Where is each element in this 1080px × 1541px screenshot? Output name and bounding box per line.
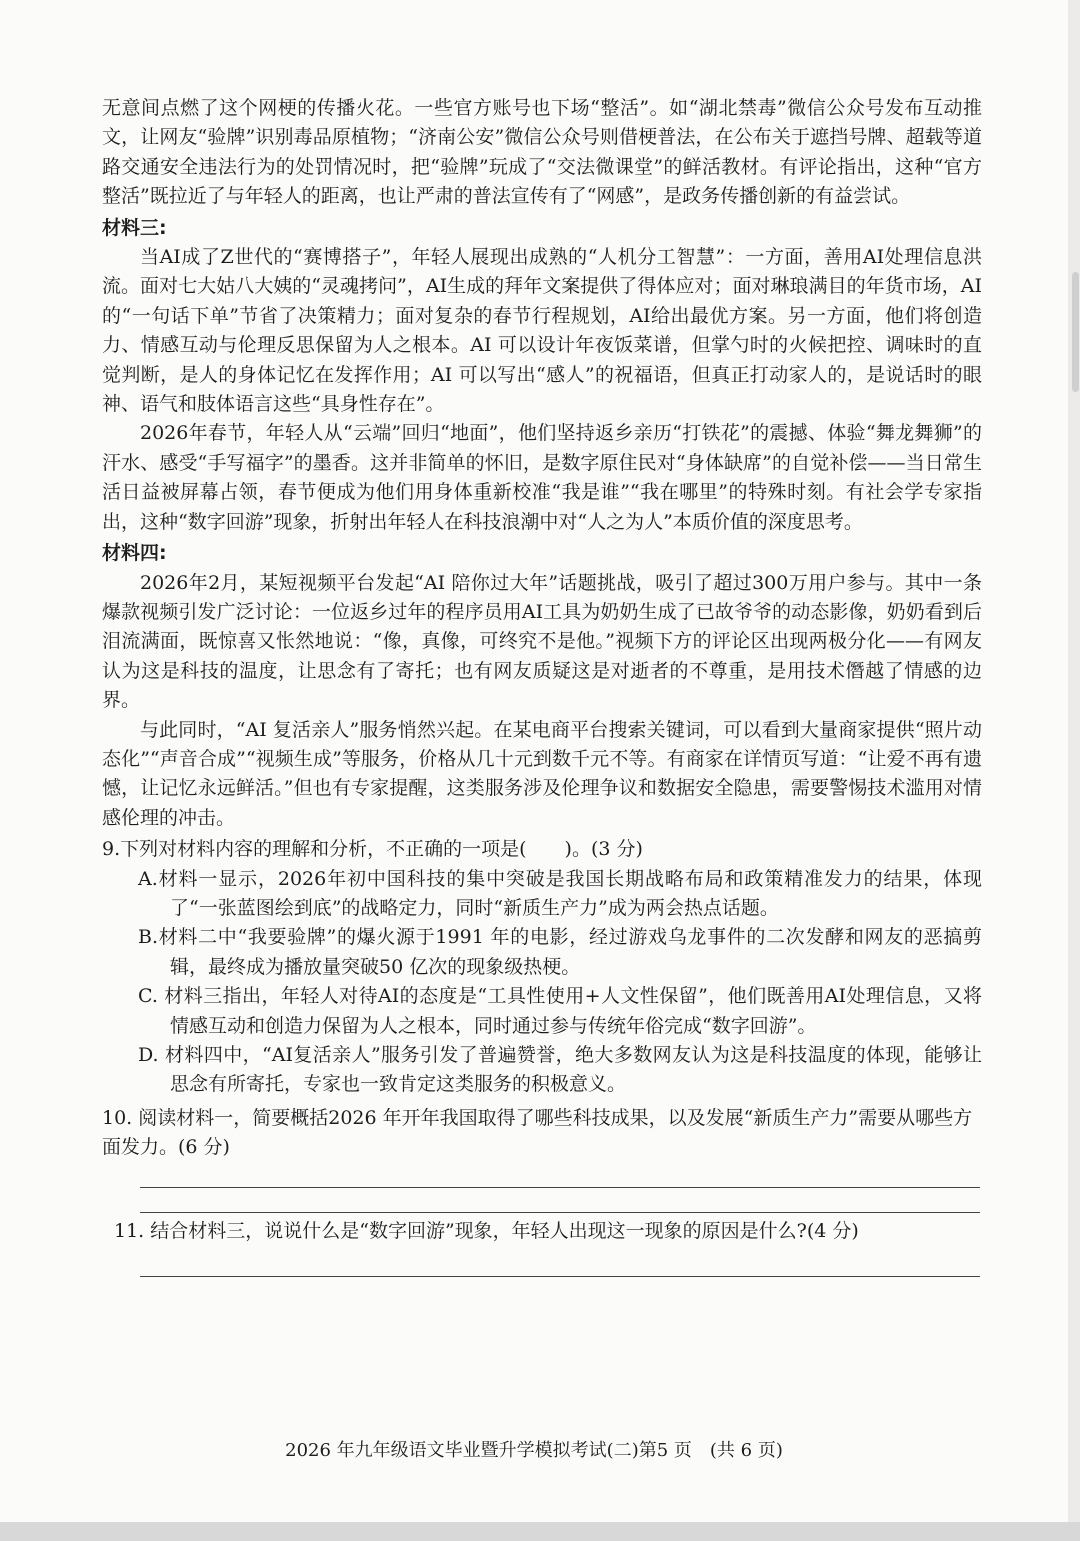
material-4-paragraph-2: 与此同时，“AI 复活亲人”服务悄然兴起。在某电商平台搜索关键词，可以看到大量商家提供“照片动态化”“声音合成”“视频生成”等服务，价格从几十元到数千元不等。有商家在详情页写道：“让爱不再有遗憾，让记忆永远鲜活。”但也有专家提醒，这类服务涉及伦理争议和数据安全隐患，需要警惕技术滥用对情感伦理的冲击。 (102, 718, 982, 829)
material-4-heading: 材料四: (102, 542, 167, 565)
page-content (102, 94, 982, 1277)
question-9-option-d: D. 材料四中，“AI复活亲人”服务引发了普遍赞誉，绝大多数网友认为这是科技温度的体现，能够让思念有所寄托，专家也一致肯定这类服务的积极意义。 (138, 1044, 982, 1096)
question-10: 10. 阅读材料一，简要概括2026 年开年我国取得了哪些科技成果，以及发展“新质生产力”需要从哪些方面发力。(6 分) (102, 1106, 973, 1159)
page-footer: 2026 年九年级语文毕业暨升学模拟考试(二)第5 页 (共 6 页) (285, 1440, 783, 1461)
material-3-paragraph-2: 2026年春节，年轻人从“云端”回归“地面”，他们坚持返乡亲历“打铁花”的震撼、体验“舞龙舞狮”的汗水、感受“手写福字”的墨香。这并非简单的怀旧，是数字原住民对“身体缺席”的自觉补偿——当日常生活日益被屏幕占领，春节便成为他们用身体重新校准“我是谁”“我在哪里”的特殊时刻。有社会学专家指出，这种“数字回游”现象，折射出年轻人在科技浪潮中对“人之为人”本质价值的深度思考。 (102, 422, 982, 533)
answer-line-q10-1 (140, 1187, 980, 1188)
material-3-paragraph-1: 当AI成了Z世代的“赛博搭子”，年轻人展现出成熟的“人机分工智慧”：一方面，善用AI处理信息洪流。面对七大姑八大姨的“灵魂拷问”，AI生成的拜年文案提供了得体应对；面对琳琅满目的年货市场，AI的“一句话下单”节省了决策精力；面对复杂的春节行程规划，AI给出最优方案。另一方面，他们将创造力、情感互动与伦理反思保留为人之根本。AI 可以设计年夜饭菜谱，但掌勺时的火候把控、调味时的直觉判断，是人的身体记忆在发挥作用；AI 可以写出“感人”的祝福语，但真正打动家人的，是说话时的眼神、语气和肢体语言这些“具身性存在”。 (102, 246, 982, 416)
scrollbar-thumb[interactable] (1072, 272, 1079, 392)
answer-line-q10-2 (140, 1212, 980, 1213)
bottom-bar (0, 1522, 1080, 1541)
material-3-heading: 材料三: (102, 216, 167, 239)
answer-line-q11-1 (140, 1276, 980, 1277)
question-9-option-c: C. 材料三指出，年轻人对待AI的态度是“工具性使用+人文性保留”，他们既善用AI处理信息，又将情感互动和创造力保留为人之根本，同时通过参与传统年俗完成“数字回游”。 (138, 985, 982, 1037)
material-4-paragraph-1: 2026年2月，某短视频平台发起“AI 陪你过大年”话题挑战，吸引了超过300万用户参与。其中一条爆款视频引发广泛讨论：一位返乡过年的程序员用AI工具为奶奶生成了已故爷爷的动态影像，奶奶看到后泪流满面，既惊喜又怅然地说：“像，真像，可终究不是他。”视频下方的评论区出现两极分化——有网友认为这是科技的温度，让思念有了寄托；也有网友质疑这是对逝者的不尊重，是用技术僭越了情感的边界。 (102, 571, 982, 712)
question-9-option-a: A.材料一显示，2026年初中国科技的集中突破是我国长期战略布局和政策精准发力的结果，体现了“一张蓝图绘到底”的战略定力，同时“新质生产力”成为两会热点话题。 (138, 867, 982, 919)
question-9-stem: 9.下列对材料内容的理解和分析，不正确的一项是( )。(3 分) (102, 838, 643, 861)
question-11: 11. 结合材料三，说说什么是“数字回游”现象，年轻人出现这一现象的原因是什么?(4 分) (114, 1219, 859, 1242)
paragraph-continued: 无意间点燃了这个网梗的传播火花。一些官方账号也下场“整活”。如“湖北禁毒”微信公众号发布互动推文，让网友“验牌”识别毒品原植物；“济南公安”微信公众号则借梗普法，在公布关于遮挡号牌、超载等道路交通安全违法行为的处罚情况时，把“验牌”玩成了“交法微课堂”的鲜活教材。有评论指出，这种“官方整活”既拉近了与年轻人的距离，也让严肃的普法宣传有了“网感”，是政务传播创新的有益尝试。 (102, 97, 982, 208)
question-9-option-b: B.材料二中“我要验牌”的爆火源于1991 年的电影，经过游戏乌龙事件的二次发酵和网友的恶搞剪辑，最终成为播放量突破50 亿次的现象级热梗。 (138, 926, 982, 978)
